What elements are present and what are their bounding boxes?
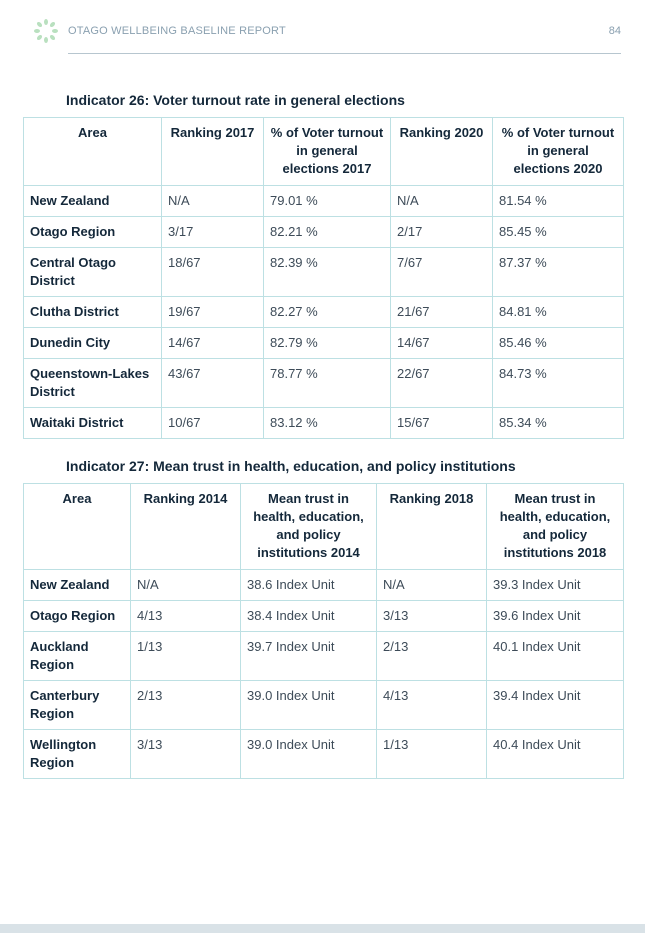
value-cell: 39.3 Index Unit	[487, 570, 624, 601]
column-header: Ranking 2020	[391, 118, 493, 186]
ranking-cell: 2/13	[377, 632, 487, 681]
value-cell: 87.37 %	[493, 248, 624, 297]
value-cell: 40.4 Index Unit	[487, 730, 624, 779]
value-cell: 84.81 %	[493, 297, 624, 328]
area-cell: Auckland Region	[24, 632, 131, 681]
area-cell: New Zealand	[24, 570, 131, 601]
table-row	[24, 601, 624, 632]
institutional-trust-table	[23, 483, 624, 779]
ranking-cell: N/A	[377, 570, 487, 601]
value-cell: 81.54 %	[493, 186, 624, 217]
area-cell: Dunedin City	[24, 328, 162, 359]
ranking-cell: 18/67	[162, 248, 264, 297]
ranking-cell: N/A	[131, 570, 241, 601]
column-header: % of Voter turnout in general elections 2020	[493, 118, 624, 186]
leaf-wreath-icon	[34, 19, 58, 43]
value-cell: 85.46 %	[493, 328, 624, 359]
area-cell: Central Otago District	[24, 248, 162, 297]
table-row	[24, 186, 624, 217]
table-header-row	[24, 118, 624, 186]
indicator-26-title: Indicator 26: Voter turnout rate in general elections	[66, 92, 405, 108]
table-row	[24, 730, 624, 779]
ranking-cell: 4/13	[377, 681, 487, 730]
value-cell: 82.79 %	[264, 328, 391, 359]
ranking-cell: 3/13	[377, 601, 487, 632]
report-title: OTAGO WELLBEING BASELINE REPORT	[68, 25, 286, 37]
ranking-cell: 2/17	[391, 217, 493, 248]
ranking-cell: 3/17	[162, 217, 264, 248]
value-cell: 38.6 Index Unit	[241, 570, 377, 601]
ranking-cell: 21/67	[391, 297, 493, 328]
indicator-27-title: Indicator 27: Mean trust in health, education, and policy institutions	[66, 458, 516, 474]
area-cell: Canterbury Region	[24, 681, 131, 730]
table-row	[24, 248, 624, 297]
ranking-cell: 2/13	[131, 681, 241, 730]
ranking-cell: 3/13	[131, 730, 241, 779]
ranking-cell: 19/67	[162, 297, 264, 328]
value-cell: 39.0 Index Unit	[241, 730, 377, 779]
area-cell: Queenstown-Lakes District	[24, 359, 162, 408]
ranking-cell: 14/67	[162, 328, 264, 359]
ranking-cell: 1/13	[131, 632, 241, 681]
table-header-row	[24, 484, 624, 570]
header-divider	[68, 53, 621, 54]
value-cell: 82.39 %	[264, 248, 391, 297]
table-row	[24, 359, 624, 408]
voter-turnout-table	[23, 117, 624, 439]
area-cell: Clutha District	[24, 297, 162, 328]
table-row	[24, 632, 624, 681]
value-cell: 79.01 %	[264, 186, 391, 217]
ranking-cell: 4/13	[131, 601, 241, 632]
value-cell: 39.6 Index Unit	[487, 601, 624, 632]
ranking-cell: N/A	[391, 186, 493, 217]
column-header: Mean trust in health, education, and policy institutions 2018	[487, 484, 624, 570]
ranking-cell: 10/67	[162, 408, 264, 439]
value-cell: 82.27 %	[264, 297, 391, 328]
ranking-cell: 22/67	[391, 359, 493, 408]
value-cell: 78.77 %	[264, 359, 391, 408]
ranking-cell: 15/67	[391, 408, 493, 439]
column-header: Mean trust in health, education, and policy institutions 2014	[241, 484, 377, 570]
value-cell: 85.34 %	[493, 408, 624, 439]
value-cell: 39.4 Index Unit	[487, 681, 624, 730]
area-cell: Otago Region	[24, 601, 131, 632]
column-header: Area	[24, 118, 162, 186]
area-cell: Waitaki District	[24, 408, 162, 439]
ranking-cell: 14/67	[391, 328, 493, 359]
table-row	[24, 681, 624, 730]
ranking-cell: N/A	[162, 186, 264, 217]
value-cell: 40.1 Index Unit	[487, 632, 624, 681]
table-row	[24, 217, 624, 248]
value-cell: 85.45 %	[493, 217, 624, 248]
column-header: Ranking 2017	[162, 118, 264, 186]
column-header: % of Voter turnout in general elections 2017	[264, 118, 391, 186]
area-cell: New Zealand	[24, 186, 162, 217]
area-cell: Wellington Region	[24, 730, 131, 779]
page-number: 84	[608, 25, 621, 37]
ranking-cell: 1/13	[377, 730, 487, 779]
table-row	[24, 408, 624, 439]
value-cell: 82.21 %	[264, 217, 391, 248]
column-header: Ranking 2018	[377, 484, 487, 570]
value-cell: 39.0 Index Unit	[241, 681, 377, 730]
area-cell: Otago Region	[24, 217, 162, 248]
column-header: Area	[24, 484, 131, 570]
footer-band	[0, 924, 645, 933]
ranking-cell: 43/67	[162, 359, 264, 408]
table-row	[24, 570, 624, 601]
value-cell: 83.12 %	[264, 408, 391, 439]
value-cell: 84.73 %	[493, 359, 624, 408]
page-header	[0, 0, 645, 60]
value-cell: 39.7 Index Unit	[241, 632, 377, 681]
ranking-cell: 7/67	[391, 248, 493, 297]
table-row	[24, 297, 624, 328]
column-header: Ranking 2014	[131, 484, 241, 570]
table-row	[24, 328, 624, 359]
value-cell: 38.4 Index Unit	[241, 601, 377, 632]
